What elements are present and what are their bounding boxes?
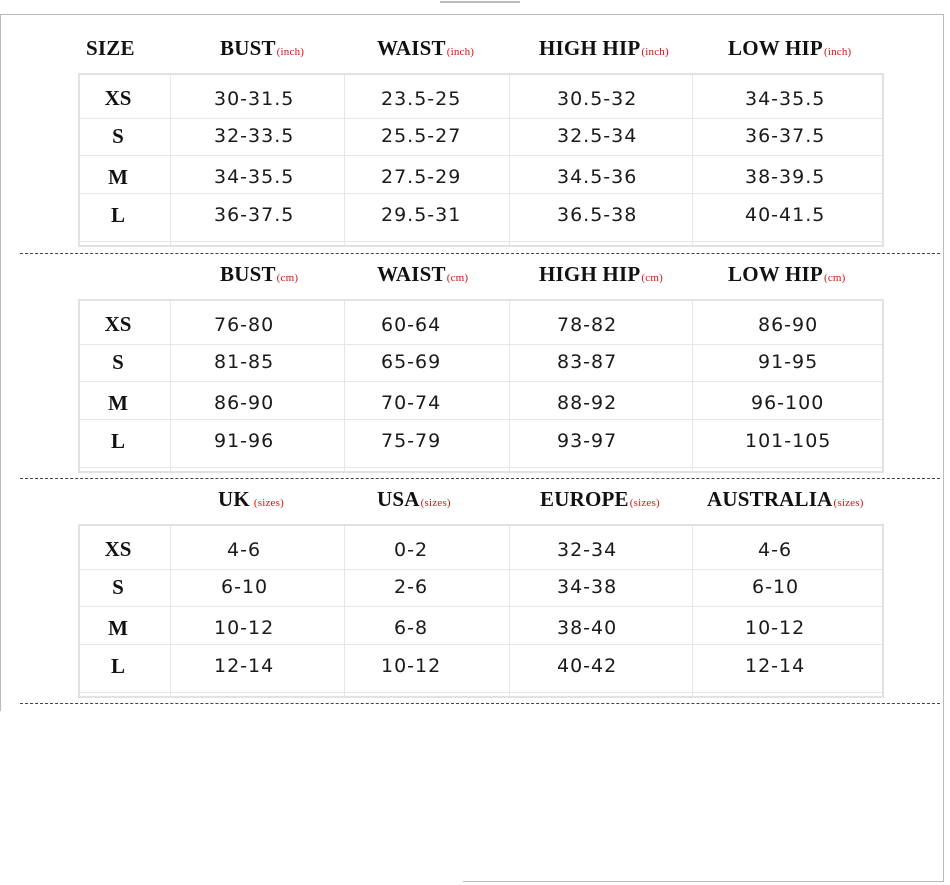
table-cell: 83-87 [557, 351, 618, 373]
table-cell: 32-34 [557, 539, 618, 561]
size-label: M [108, 165, 128, 189]
header-waist-cm: WAIST(cm) [377, 262, 469, 286]
size-label: XS [104, 537, 132, 561]
header-australia: AUSTRALIA(sizes) [707, 487, 864, 511]
table-cell: 4-6 [758, 539, 793, 561]
table-cell: 86-90 [758, 314, 819, 336]
table-cell: 91-95 [758, 351, 819, 373]
table-cell: 23.5-25 [381, 88, 462, 110]
table-cell: 36-37.5 [214, 204, 295, 226]
table-cell: 34-35.5 [214, 166, 295, 188]
size-label: L [110, 203, 125, 227]
header-bust-inch: BUST(inch) [220, 36, 305, 60]
table-cell: 96-100 [751, 392, 825, 414]
table-cell: 6-8 [394, 617, 429, 639]
table-cell: 10-12 [214, 617, 275, 639]
table-cell: 101-105 [745, 430, 832, 452]
section-divider [20, 478, 940, 479]
table-cell: 6-10 [221, 576, 269, 598]
table-cell: 32-33.5 [214, 125, 295, 147]
table-cell: 60-64 [381, 314, 442, 336]
size-label: XS [104, 312, 132, 336]
table-cell: 30.5-32 [557, 88, 638, 110]
header-lowhip-inch: LOW HIP(inch) [728, 36, 852, 60]
size-label: XS [104, 86, 132, 110]
table-cell: 30-31.5 [214, 88, 295, 110]
size-label: L [110, 654, 125, 678]
size-label: L [110, 429, 125, 453]
table-cell: 25.5-27 [381, 125, 462, 147]
header-usa: USA(sizes) [377, 487, 451, 511]
table-cell: 0-2 [394, 539, 429, 561]
table-cell: 88-92 [557, 392, 618, 414]
table-cell: 10-12 [381, 655, 442, 677]
table-cell: 34-38 [557, 576, 618, 598]
header-europe: EUROPE(sizes) [540, 487, 660, 511]
table-cell: 4-6 [227, 539, 262, 561]
table-cell: 93-97 [557, 430, 618, 452]
table-cell: 75-79 [381, 430, 442, 452]
table-cell: 34-35.5 [745, 88, 826, 110]
table-cell: 40-41.5 [745, 204, 826, 226]
size-label: M [108, 391, 128, 415]
section-divider [20, 703, 940, 704]
header-lowhip-cm: LOW HIP(cm) [728, 262, 846, 286]
table-cell: 38-40 [557, 617, 618, 639]
table-cell: 2-6 [394, 576, 429, 598]
table-cell: 86-90 [214, 392, 275, 414]
table-cell: 29.5-31 [381, 204, 462, 226]
table-cell: 38-39.5 [745, 166, 826, 188]
table-cell: 70-74 [381, 392, 442, 414]
top-edge-fragment [440, 0, 520, 4]
section-divider [20, 253, 940, 254]
table-cell: 36-37.5 [745, 125, 826, 147]
size-label: S [112, 575, 124, 599]
table-cell: 36.5-38 [557, 204, 638, 226]
table-cell: 34.5-36 [557, 166, 638, 188]
size-label: S [112, 124, 124, 148]
table-cell: 40-42 [557, 655, 618, 677]
chart-frame-lower [463, 711, 944, 882]
table-cell: 6-10 [752, 576, 800, 598]
size-label: S [112, 350, 124, 374]
table-cell: 76-80 [214, 314, 275, 336]
table-cell: 12-14 [745, 655, 806, 677]
header-size: SIZE [86, 36, 135, 60]
header-bust-cm: BUST(cm) [220, 262, 299, 286]
table-cell: 10-12 [745, 617, 806, 639]
header-highhip-inch: HIGH HIP(inch) [539, 36, 669, 60]
table-cell: 32.5-34 [557, 125, 638, 147]
table-cell: 27.5-29 [381, 166, 462, 188]
header-waist-inch: WAIST(inch) [377, 36, 475, 60]
table-cell: 12-14 [214, 655, 275, 677]
table-cell: 81-85 [214, 351, 275, 373]
table-cell: 91-96 [214, 430, 275, 452]
size-label: M [108, 616, 128, 640]
header-highhip-cm: HIGH HIP(cm) [539, 262, 663, 286]
table-cell: 65-69 [381, 351, 442, 373]
table-cell: 78-82 [557, 314, 618, 336]
header-uk: UK (sizes) [218, 487, 284, 511]
